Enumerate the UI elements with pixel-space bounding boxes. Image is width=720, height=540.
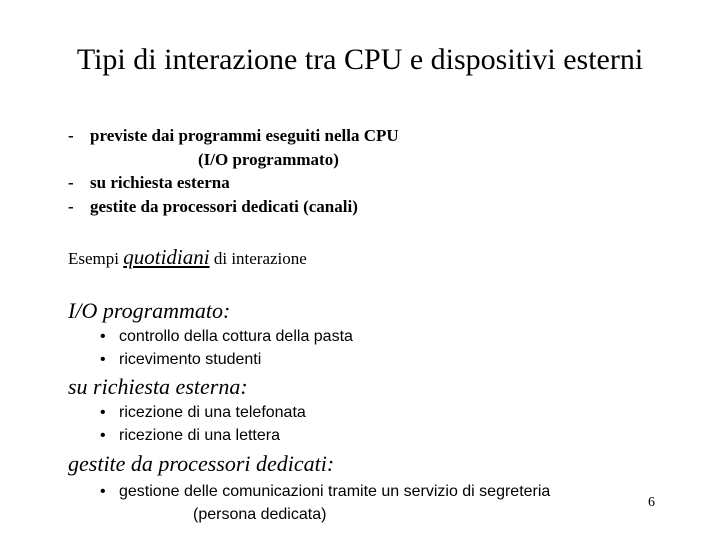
examples-prefix: Esempi [68, 249, 124, 268]
bullet-marker: • [100, 404, 106, 421]
list-item-text: ricevimento studenti [119, 351, 262, 368]
section-heading-dedicated-processors: gestite da processori dedicati: [68, 451, 335, 476]
list-item-text: gestite da processori dedicati (canali) [90, 196, 358, 216]
list-item [68, 171, 399, 195]
list-item-text: (persona dedicata) [193, 506, 327, 523]
bullet-marker: • [100, 328, 106, 345]
list-item-text: (I/O programmato) [198, 149, 339, 169]
list-item [68, 124, 399, 148]
section-heading-external-request: su richiesta esterna: [68, 374, 248, 399]
dedicated-processors-examples [100, 480, 550, 526]
interaction-types-list [68, 124, 399, 218]
list-item-text: previste dai programmi eseguiti nella CPU [90, 126, 399, 145]
external-request-examples [100, 401, 306, 447]
list-item-text: ricezione di una lettera [119, 427, 280, 444]
list-item [68, 195, 399, 219]
section-heading-programmed-io: I/O programmato: [68, 298, 231, 323]
list-item [100, 401, 306, 424]
list-item [100, 325, 353, 348]
list-item-text: ricezione di una telefonata [119, 404, 306, 421]
list-item-continuation [68, 148, 399, 172]
dash-marker: - [68, 126, 74, 145]
list-item [100, 480, 550, 503]
slide-title: Tipi di interazione tra CPU e dispositivi esterni [76, 43, 644, 76]
examples-emphasis: quotidiani [123, 245, 210, 269]
bullet-marker: • [100, 427, 106, 444]
examples-heading [68, 244, 307, 272]
list-item [100, 424, 306, 447]
bullet-marker: • [100, 351, 106, 368]
list-item [100, 348, 353, 371]
page-number: 6 [648, 495, 655, 510]
programmed-io-examples [100, 325, 353, 371]
list-item-text: gestione delle comunicazioni tramite un servizio di segreteria [119, 483, 551, 500]
examples-suffix: di interazione [209, 249, 307, 268]
dash-marker: - [68, 196, 74, 216]
list-item-text: controllo della cottura della pasta [119, 328, 353, 345]
dash-marker: - [68, 173, 74, 192]
bullet-marker: • [100, 483, 106, 500]
list-item-continuation [100, 503, 550, 526]
list-item-text: su richiesta esterna [90, 173, 230, 192]
